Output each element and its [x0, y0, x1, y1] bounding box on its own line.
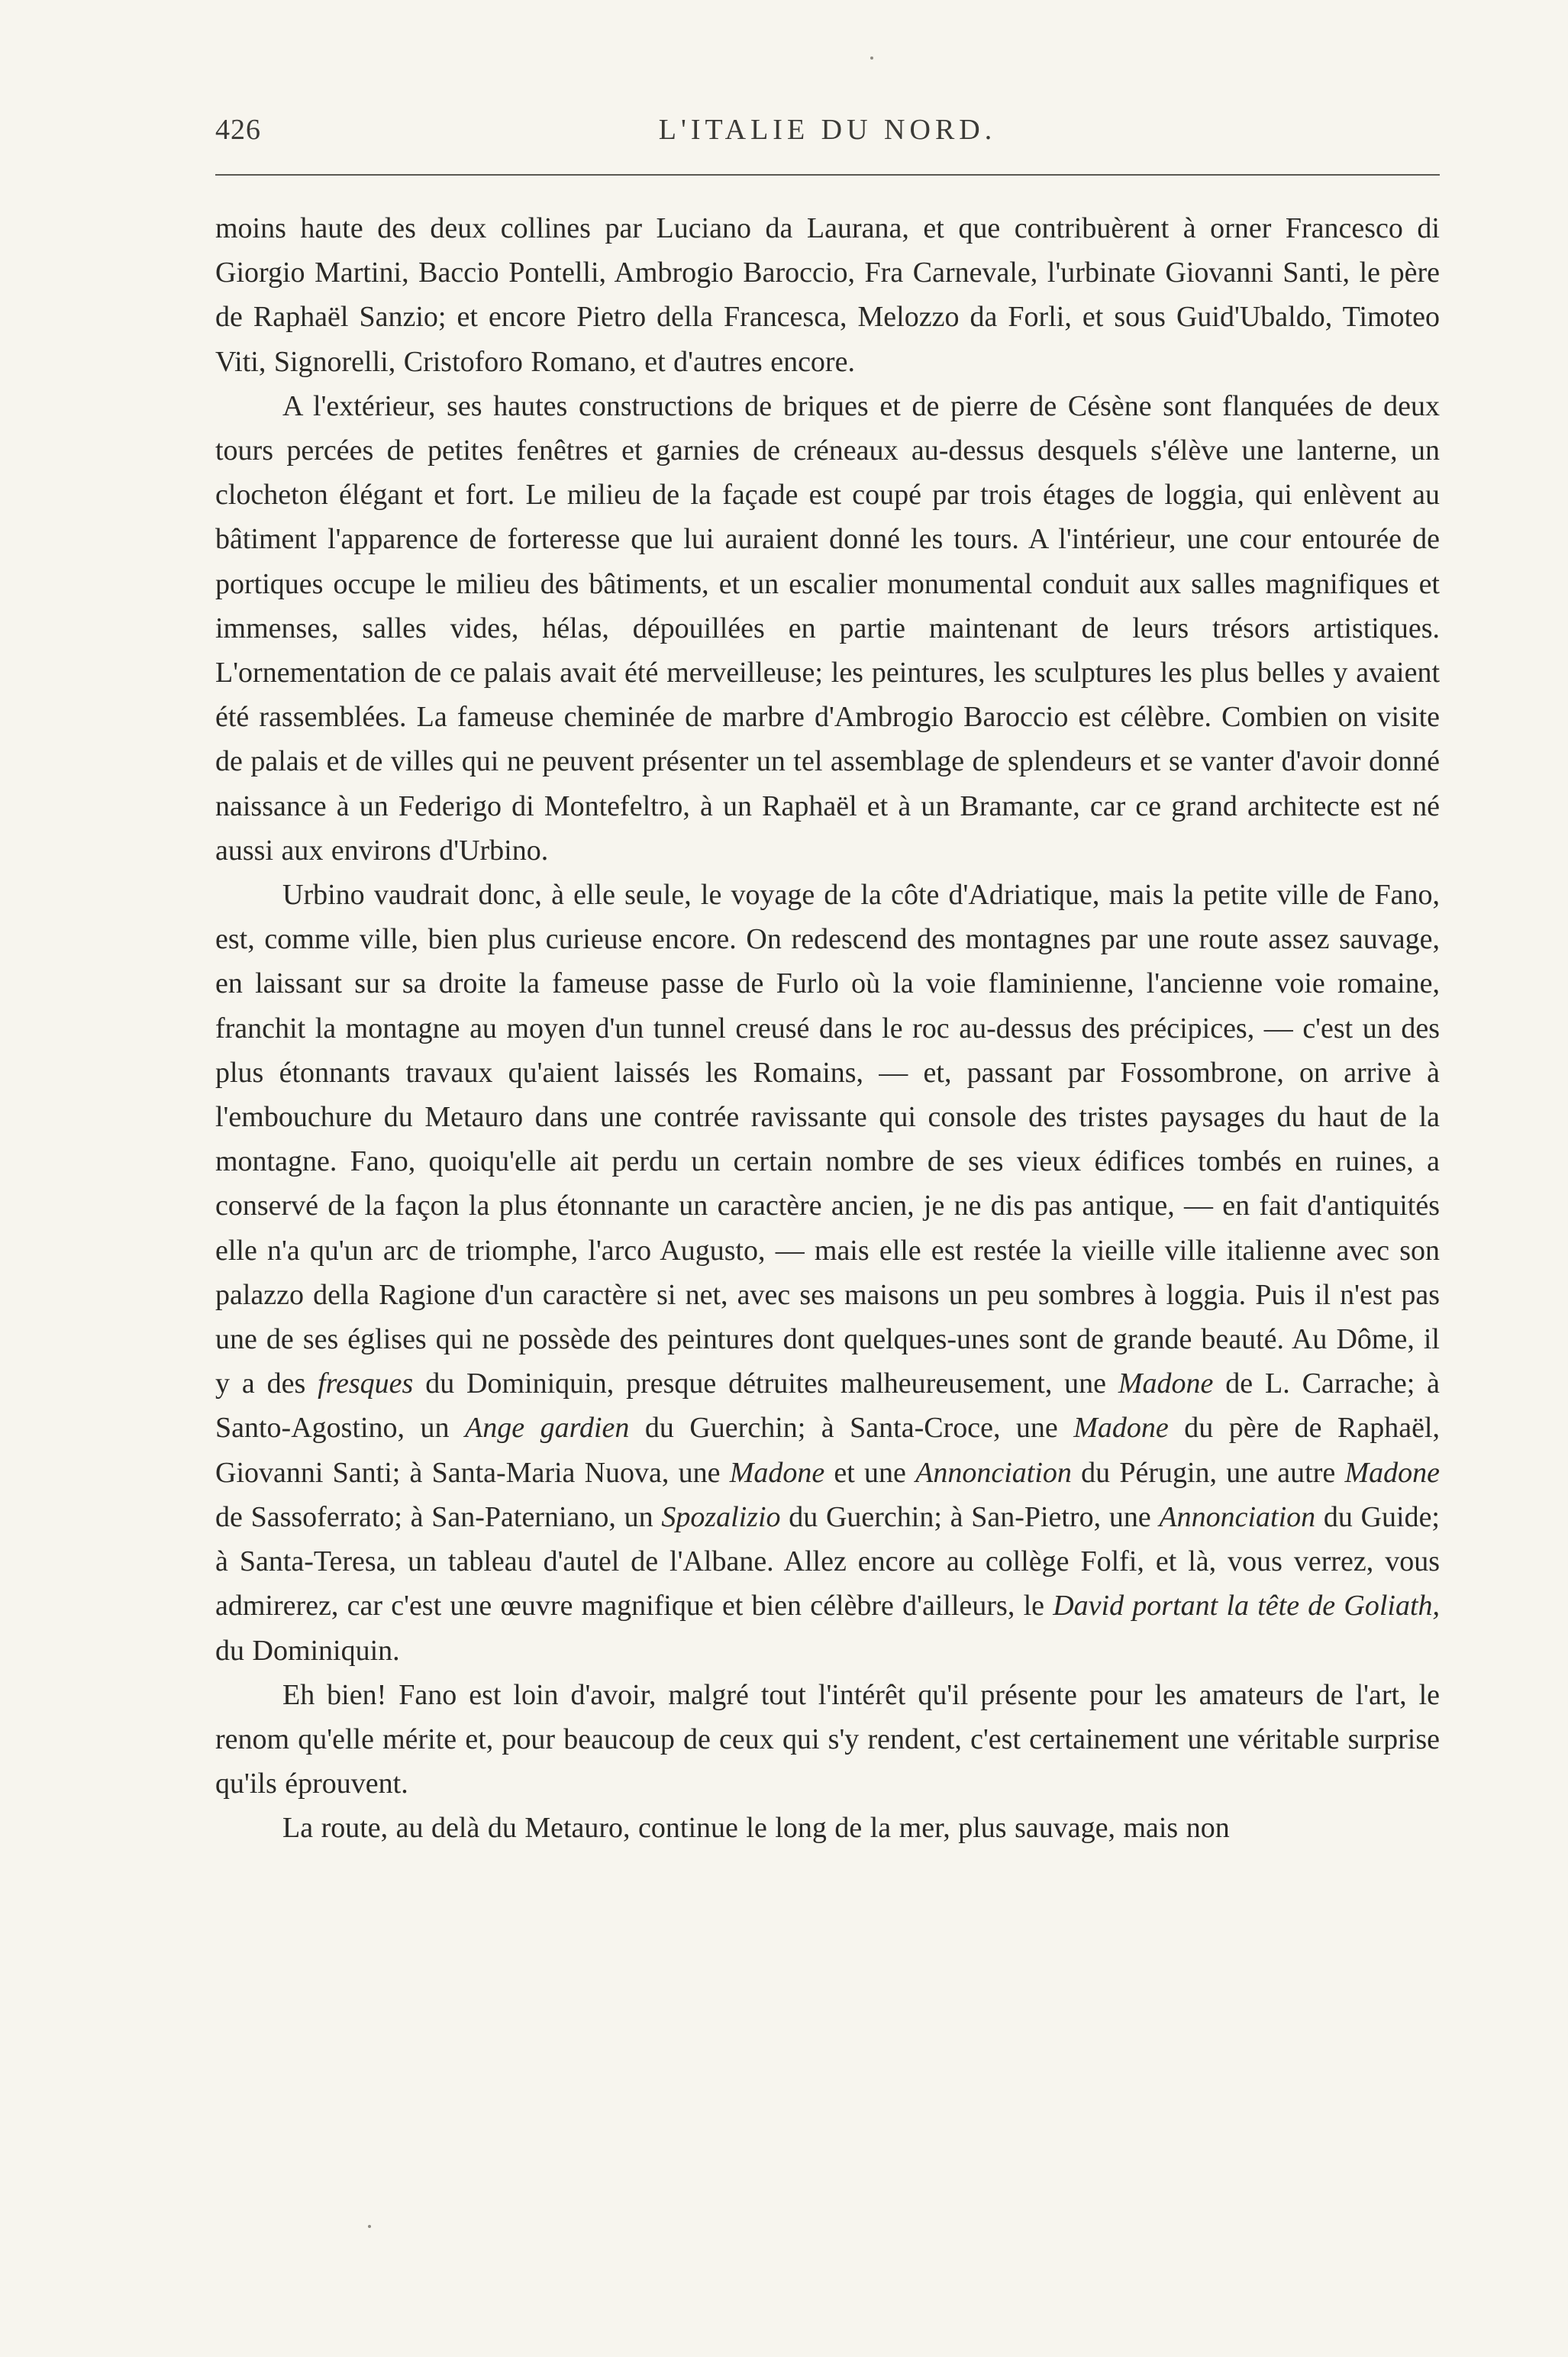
text-run: La route, au delà du Metauro, continue le long de la mer, plus sauvage, mais non	[282, 1812, 1230, 1845]
text-run: du père de Raphaël, Giovanni Santi; à Santa-Maria Nuova, une	[215, 1412, 1440, 1489]
print-speck	[870, 57, 873, 60]
paragraph-2	[215, 384, 1440, 873]
italic-title: David portant la tête de Goliath,	[1053, 1590, 1441, 1622]
print-speck	[368, 2225, 371, 2228]
italic-title: Annonciation	[915, 1456, 1072, 1489]
italic-title: fresques	[318, 1367, 414, 1400]
page-header	[215, 113, 1440, 159]
text-run: du Dominiquin.	[215, 1634, 400, 1667]
text-run: moins haute des deux collines par Luciano da Laurana, et que contribuèrent à orner Francesco di Giorgio Martini, Baccio Pontelli, Ambrogio Baroccio, Fra Carnevale, l'urbinate Giovanni Santi, le père de Raphaël Sanzio; et encore Pietro della Francesca, Melozzo da Forli, et sous Guid'Ubaldo, Timoteo Viti, Signorelli, Cristoforo Romano, et d'autres encore.	[215, 212, 1440, 378]
text-run: du Pérugin, une autre	[1071, 1456, 1345, 1489]
paragraph-3	[215, 873, 1440, 1673]
text-run: A l'extérieur, ses hautes constructions de briques et de pierre de Césène sont flanquées de deux tours percées de petites fenêtres et garnies de créneaux au-dessus desquels s'élève une lanterne, un clocheton élégant et fort. Le milieu de la façade est coupé par trois étages de loggia, qui enlèvent au bâtiment l'apparence de forteresse que lui auraient donné les tours. A l'intérieur, une cour entourée de portiques occupe le milieu des bâtiments, et un escalier monumental conduit aux salles magnifiques et immenses, salles vides, hélas, dépouillées en partie maintenant de leurs trésors artistiques. L'ornementation de ce palais avait été merveilleuse; les peintures, les sculptures les plus belles y avaient été rassemblées. La fameuse cheminée de marbre d'Ambrogio Baroccio est célèbre. Combien on visite de palais et de villes qui ne peuvent présenter un tel assemblage de splendeurs et se vanter d'avoir donné naissance à un Federigo di Montefeltro, à un Raphaël et à un Bramante, car ce grand architecte est né aussi aux environs d'Urbino.	[215, 389, 1440, 867]
text-run: Urbino vaudrait donc, à elle seule, le voyage de la côte d'Adriatique, mais la petite ville de Fano, est, comme ville, bien plus curieuse encore. On redescend des montagnes par une route assez sauvage, en laissant sur sa droite la fameuse passe de Furlo où la voie flaminienne, l'ancienne voie romaine, franchit la montagne au moyen d'un tunnel creusé dans le roc au-dessus des précipices, — c'est un des plus étonnants travaux qu'aient laissés les Romains, — et, passant par Fossombrone, on arrive à l'embouchure du Metauro dans une contrée ravissante qui console des tristes paysages du haut de la montagne. Fano, quoiqu'elle ait perdu un certain nombre de ses vieux édifices tombés en ruines, a conservé de la façon la plus étonnante un caractère ancien, je ne dis pas antique, — en fait d'antiquités elle n'a qu'un arc de triomphe, l'arco Augusto, — mais elle est restée la vieille ville italienne avec son palazzo della Ragione d'un caractère si net, avec ses maisons un peu sombres à loggia. Puis il n'est pas une de ses églises qui ne possède des peintures dont quelques-unes sont de grande beauté. Au Dôme, il y a des	[215, 879, 1440, 1400]
text-run: et une	[824, 1456, 916, 1489]
paragraph-1	[215, 206, 1440, 384]
page-number: 426	[215, 114, 261, 146]
text-run: de L. Carrache; à Santo-Agostino, un	[215, 1367, 1440, 1445]
italic-title: Ange gardien	[465, 1412, 630, 1445]
paragraph-5	[215, 1806, 1440, 1850]
body-text	[215, 206, 1440, 1851]
italic-title: Madone	[1118, 1367, 1214, 1400]
italic-title: Madone	[729, 1456, 825, 1489]
text-run: du Guerchin; à Santa-Croce, une	[629, 1412, 1074, 1445]
text-run: de Sassoferrato; à San-Paterniano, un	[215, 1500, 662, 1533]
text-run: Eh bien! Fano est loin d'avoir, malgré tout l'intérêt qu'il présente pour les amateurs de l'art, le renom qu'elle mérite et, pour beaucoup de ceux qui s'y rendent, c'est certainement une véritable surprise qu'ils éprouvent.	[215, 1678, 1440, 1800]
italic-title: Spozalizio	[661, 1500, 781, 1533]
italic-title: Madone	[1073, 1412, 1169, 1445]
text-run: du Dominiquin, presque détruites malheureusement, une	[413, 1367, 1118, 1400]
header-rule	[215, 174, 1440, 176]
paragraph-4	[215, 1673, 1440, 1806]
italic-title: Madone	[1344, 1456, 1440, 1489]
running-title: L'ITALIE DU NORD.	[658, 114, 997, 146]
text-run: du Guerchin; à San-Pietro, une	[780, 1500, 1160, 1533]
italic-title: Annonciation	[1159, 1500, 1316, 1533]
text-run: du Guide; à Santa-Teresa, un tableau d'autel de l'Albane. Allez encore au collège Folfi, et là, vous verrez, vous admirerez, car c'est une œuvre magnifique et bien célèbre d'ailleurs, le	[215, 1500, 1440, 1622]
